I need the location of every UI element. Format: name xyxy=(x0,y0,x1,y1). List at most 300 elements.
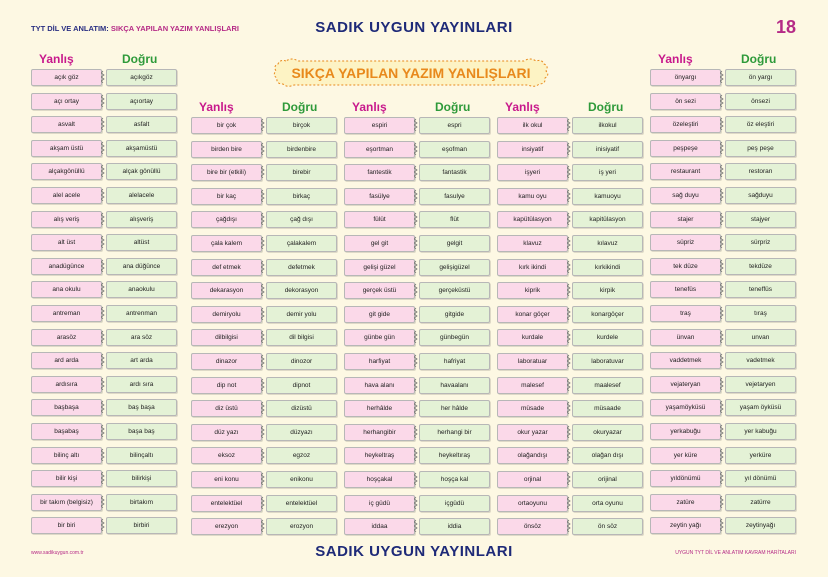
correct-spelling: espri xyxy=(419,117,490,134)
correct-spelling: hafriyat xyxy=(419,353,490,370)
correct-spelling: zatürre xyxy=(725,494,796,511)
zigzag-divider-icon xyxy=(101,189,105,201)
zigzag-divider-icon xyxy=(414,190,418,202)
wrong-spelling: kurdale xyxy=(497,329,568,346)
zigzag-divider-icon xyxy=(567,497,571,509)
zigzag-divider-icon xyxy=(414,166,418,178)
word-pair xyxy=(31,234,177,251)
wrong-spelling: çağdışı xyxy=(191,211,262,228)
correct-spelling: unvan xyxy=(725,329,796,346)
correct-spelling: alelacele xyxy=(106,187,177,204)
wrong-spelling: fantestik xyxy=(344,164,415,181)
correct-spelling: ara söz xyxy=(106,329,177,346)
wrong-spelling: alt üst xyxy=(31,234,102,251)
word-pair xyxy=(31,470,177,487)
correct-spelling: yer kabuğu xyxy=(725,423,796,440)
wrong-spelling: klavuz xyxy=(497,235,568,252)
zigzag-divider-icon xyxy=(101,425,105,437)
correct-spelling: inisiyatif xyxy=(572,141,643,158)
correct-spelling: erozyon xyxy=(266,518,337,535)
wrong-spelling: fülüt xyxy=(344,211,415,228)
wrong-spelling: diz üstü xyxy=(191,400,262,417)
zigzag-divider-icon xyxy=(261,449,265,461)
wrong-spelling: heykeltraş xyxy=(344,447,415,464)
zigzag-divider-icon xyxy=(720,165,724,177)
word-pair xyxy=(497,471,643,488)
wrong-spelling: çala kalem xyxy=(191,235,262,252)
wrong-spelling: gerçek üstü xyxy=(344,282,415,299)
word-pair xyxy=(650,470,796,487)
word-pair xyxy=(31,447,177,464)
zigzag-divider-icon xyxy=(720,283,724,295)
zigzag-divider-icon xyxy=(414,449,418,461)
zigzag-divider-icon xyxy=(720,71,724,83)
wrong-spelling: antreman xyxy=(31,305,102,322)
header-right: Doğru xyxy=(588,100,624,114)
wrong-spelling: iç güdü xyxy=(344,495,415,512)
correct-spelling: antrenman xyxy=(106,305,177,322)
wrong-spelling: ortaoyunu xyxy=(497,495,568,512)
zigzag-divider-icon xyxy=(720,331,724,343)
word-pair xyxy=(497,518,643,535)
zigzag-divider-icon xyxy=(101,519,105,531)
word-pair xyxy=(31,140,177,157)
zigzag-divider-icon xyxy=(414,143,418,155)
zigzag-divider-icon xyxy=(101,213,105,225)
word-pair xyxy=(344,211,490,228)
wrong-spelling: zatüre xyxy=(650,494,721,511)
zigzag-divider-icon xyxy=(720,378,724,390)
word-pair xyxy=(650,211,796,228)
wrong-spelling: kapütülasyon xyxy=(497,211,568,228)
zigzag-divider-icon xyxy=(261,119,265,131)
correct-spelling: fantastik xyxy=(419,164,490,181)
zigzag-divider-icon xyxy=(567,520,571,532)
zigzag-divider-icon xyxy=(720,472,724,484)
word-pair xyxy=(650,329,796,346)
zigzag-divider-icon xyxy=(720,496,724,508)
zigzag-divider-icon xyxy=(567,119,571,131)
wrong-spelling: gelişi güzel xyxy=(344,259,415,276)
zigzag-divider-icon xyxy=(261,402,265,414)
correct-spelling: düzyazı xyxy=(266,424,337,441)
header-wrong: Yanlış xyxy=(352,100,387,114)
word-pair xyxy=(344,329,490,346)
subject-prefix: TYT DİL VE ANLATIM: xyxy=(31,24,109,33)
zigzag-divider-icon xyxy=(414,331,418,343)
correct-spelling: restoran xyxy=(725,163,796,180)
correct-spelling: iddia xyxy=(419,518,490,535)
wrong-spelling: bir kaç xyxy=(191,188,262,205)
correct-spelling: gitgide xyxy=(419,306,490,323)
wrong-spelling: bir takım (belgisiz) xyxy=(31,494,102,511)
zigzag-divider-icon xyxy=(414,119,418,131)
correct-spelling: iş yeri xyxy=(572,164,643,181)
zigzag-divider-icon xyxy=(567,284,571,296)
header-wrong: Yanlış xyxy=(505,100,540,114)
zigzag-divider-icon xyxy=(261,190,265,202)
word-pair xyxy=(650,187,796,204)
word-pair xyxy=(191,400,337,417)
word-pair xyxy=(191,447,337,464)
subject-topic: SIKÇA YAPILAN YAZIM YANLIŞLARI xyxy=(110,24,239,33)
word-pair xyxy=(650,517,796,534)
wrong-spelling: özeleştiri xyxy=(650,116,721,133)
zigzag-divider-icon xyxy=(261,143,265,155)
wrong-spelling: önsöz xyxy=(497,518,568,535)
word-pair xyxy=(650,494,796,511)
header-right: Doğru xyxy=(741,52,777,66)
word-pair xyxy=(497,164,643,181)
correct-spelling: herhangi bir xyxy=(419,424,490,441)
word-pair xyxy=(191,377,337,394)
correct-spelling: açıortay xyxy=(106,93,177,110)
wrong-spelling: def etmek xyxy=(191,259,262,276)
correct-spelling: egzoz xyxy=(266,447,337,464)
correct-spelling: demir yolu xyxy=(266,306,337,323)
wrong-spelling: insiyatif xyxy=(497,141,568,158)
zigzag-divider-icon xyxy=(261,166,265,178)
wrong-spelling: birden bire xyxy=(191,141,262,158)
word-pair xyxy=(650,258,796,275)
word-pair xyxy=(497,447,643,464)
wrong-spelling: yıldönümü xyxy=(650,470,721,487)
correct-spelling: zeytinyağı xyxy=(725,517,796,534)
zigzag-divider-icon xyxy=(414,284,418,296)
page-number: 18 xyxy=(775,17,796,37)
word-pair xyxy=(31,116,177,133)
wrong-spelling: laboratuar xyxy=(497,353,568,370)
correct-spelling: havaalanı xyxy=(419,377,490,394)
correct-spelling: dil bilgisi xyxy=(266,329,337,346)
wrong-spelling: başbaşa xyxy=(31,399,102,416)
word-pair xyxy=(650,352,796,369)
word-pair xyxy=(31,258,177,275)
wrong-spelling: dekarasyon xyxy=(191,282,262,299)
word-pair xyxy=(191,117,337,134)
correct-spelling: sürpriz xyxy=(725,234,796,251)
zigzag-divider-icon xyxy=(720,142,724,154)
zigzag-divider-icon xyxy=(101,449,105,461)
wrong-spelling: sağ duyu xyxy=(650,187,721,204)
correct-spelling: kırkikindi xyxy=(572,259,643,276)
correct-spelling: kılavuz xyxy=(572,235,643,252)
correct-spelling: kapitülasyon xyxy=(572,211,643,228)
correct-spelling: müsaade xyxy=(572,400,643,417)
correct-spelling: ilkokul xyxy=(572,117,643,134)
zigzag-divider-icon xyxy=(720,449,724,461)
correct-spelling: açıkgöz xyxy=(106,69,177,86)
word-pair xyxy=(344,424,490,441)
zigzag-divider-icon xyxy=(720,189,724,201)
zigzag-divider-icon xyxy=(101,165,105,177)
correct-spelling: yerküre xyxy=(725,447,796,464)
word-pair xyxy=(497,211,643,228)
header-wrong: Yanlış xyxy=(658,52,693,66)
header-right: Doğru xyxy=(282,100,318,114)
wrong-spelling: demiryolu xyxy=(191,306,262,323)
wrong-spelling: müsade xyxy=(497,400,568,417)
wrong-spelling: yaşamöyküsü xyxy=(650,399,721,416)
correct-spelling: öz eleştiri xyxy=(725,116,796,133)
correct-spelling: ardı sıra xyxy=(106,376,177,393)
wrong-spelling: traş xyxy=(650,305,721,322)
correct-spelling: bilinçaltı xyxy=(106,447,177,464)
zigzag-divider-icon xyxy=(261,308,265,320)
wrong-spelling: eni konu xyxy=(191,471,262,488)
word-pair xyxy=(191,495,337,512)
wrong-spelling: alış veriş xyxy=(31,211,102,228)
word-pair xyxy=(31,352,177,369)
word-pair xyxy=(191,282,337,299)
correct-spelling: eşofman xyxy=(419,141,490,158)
zigzag-divider-icon xyxy=(720,354,724,366)
zigzag-divider-icon xyxy=(101,496,105,508)
zigzag-divider-icon xyxy=(414,355,418,367)
word-pair xyxy=(191,141,337,158)
word-pair xyxy=(344,164,490,181)
header-wrong: Yanlış xyxy=(39,52,74,66)
wrong-spelling: dilbilgisi xyxy=(191,329,262,346)
correct-spelling: birkaç xyxy=(266,188,337,205)
word-pair xyxy=(344,353,490,370)
zigzag-divider-icon xyxy=(414,402,418,414)
wrong-spelling: asvalt xyxy=(31,116,102,133)
wrong-spelling: malesef xyxy=(497,377,568,394)
zigzag-divider-icon xyxy=(567,143,571,155)
correct-spelling: flüt xyxy=(419,211,490,228)
correct-spelling: orijinal xyxy=(572,471,643,488)
wrong-spelling: alçakgönüllü xyxy=(31,163,102,180)
word-pair xyxy=(191,518,337,535)
word-pair xyxy=(650,305,796,322)
zigzag-divider-icon xyxy=(261,520,265,532)
footer-series: UYGUN TYT DİL VE ANLATIM KAVRAM HARİTALARI xyxy=(675,550,796,556)
word-pair xyxy=(191,306,337,323)
correct-spelling: yıl dönümü xyxy=(725,470,796,487)
wrong-spelling: bir çok xyxy=(191,117,262,134)
correct-spelling: başa baş xyxy=(106,423,177,440)
wrong-spelling: zeytin yağı xyxy=(650,517,721,534)
wrong-spelling: yer küre xyxy=(650,447,721,464)
zigzag-divider-icon xyxy=(720,425,724,437)
word-pair xyxy=(650,399,796,416)
wrong-spelling: gel git xyxy=(344,235,415,252)
word-pair xyxy=(344,282,490,299)
correct-spelling: maalesef xyxy=(572,377,643,394)
wrong-spelling: bilir kişi xyxy=(31,470,102,487)
correct-spelling: birdenbire xyxy=(266,141,337,158)
zigzag-divider-icon xyxy=(101,472,105,484)
word-pair xyxy=(191,471,337,488)
correct-spelling: kurdele xyxy=(572,329,643,346)
correct-spelling: vejetaryen xyxy=(725,376,796,393)
correct-spelling: peş peşe xyxy=(725,140,796,157)
correct-spelling: enikonu xyxy=(266,471,337,488)
word-pair xyxy=(31,211,177,228)
correct-spelling: defetmek xyxy=(266,259,337,276)
word-pair xyxy=(344,259,490,276)
zigzag-divider-icon xyxy=(101,307,105,319)
word-pair xyxy=(497,141,643,158)
brand-bottom: SADIK UYGUN YAYINLARI xyxy=(315,543,513,560)
correct-spelling: sağduyu xyxy=(725,187,796,204)
word-pair xyxy=(650,281,796,298)
correct-spelling: asfalt xyxy=(106,116,177,133)
correct-spelling: çağ dışı xyxy=(266,211,337,228)
word-pair xyxy=(497,235,643,252)
zigzag-divider-icon xyxy=(101,71,105,83)
word-pair xyxy=(650,93,796,110)
zigzag-divider-icon xyxy=(261,473,265,485)
zigzag-divider-icon xyxy=(261,426,265,438)
word-pair xyxy=(497,188,643,205)
correct-spelling: entelektüel xyxy=(266,495,337,512)
wrong-spelling: tek düze xyxy=(650,258,721,275)
zigzag-divider-icon xyxy=(101,283,105,295)
zigzag-divider-icon xyxy=(567,190,571,202)
correct-spelling: tekdüze xyxy=(725,258,796,275)
word-pair xyxy=(31,494,177,511)
wrong-spelling: olağandışı xyxy=(497,447,568,464)
zigzag-divider-icon xyxy=(261,237,265,249)
correct-spelling: altüst xyxy=(106,234,177,251)
correct-spelling: alçak gönüllü xyxy=(106,163,177,180)
word-pair xyxy=(31,163,177,180)
wrong-spelling: alel acele xyxy=(31,187,102,204)
correct-spelling: baş başa xyxy=(106,399,177,416)
word-pair xyxy=(191,211,337,228)
wrong-spelling: süpriz xyxy=(650,234,721,251)
zigzag-divider-icon xyxy=(720,260,724,272)
wrong-spelling: kırk ikindi xyxy=(497,259,568,276)
wrong-spelling: orjinal xyxy=(497,471,568,488)
header-wrong: Yanlış xyxy=(199,100,234,114)
word-pair xyxy=(191,329,337,346)
header-right: Doğru xyxy=(122,52,158,66)
word-pair xyxy=(497,400,643,417)
word-pair xyxy=(344,306,490,323)
correct-spelling: stajyer xyxy=(725,211,796,228)
correct-spelling: dipnot xyxy=(266,377,337,394)
correct-spelling: gelgit xyxy=(419,235,490,252)
word-pair xyxy=(191,164,337,181)
wrong-spelling: stajer xyxy=(650,211,721,228)
wrong-spelling: bilinç altı xyxy=(31,447,102,464)
correct-spelling: akşamüstü xyxy=(106,140,177,157)
wrong-spelling: anadügünce xyxy=(31,258,102,275)
footer-website: www.sadikuygun.com.tr xyxy=(31,550,84,556)
correct-spelling: yaşam öyküsü xyxy=(725,399,796,416)
zigzag-divider-icon xyxy=(720,401,724,413)
word-pair xyxy=(344,495,490,512)
wrong-spelling: hava alanı xyxy=(344,377,415,394)
word-pair xyxy=(344,518,490,535)
zigzag-divider-icon xyxy=(101,401,105,413)
correct-spelling: okuryazar xyxy=(572,424,643,441)
zigzag-divider-icon xyxy=(720,519,724,531)
wrong-spelling: ilk okul xyxy=(497,117,568,134)
wrong-spelling: harfiyat xyxy=(344,353,415,370)
wrong-spelling: ünvan xyxy=(650,329,721,346)
word-pair xyxy=(344,447,490,464)
word-pair xyxy=(344,141,490,158)
wrong-spelling: iddaa xyxy=(344,518,415,535)
wrong-spelling: kiprik xyxy=(497,282,568,299)
word-pair xyxy=(650,116,796,133)
zigzag-divider-icon xyxy=(720,95,724,107)
zigzag-divider-icon xyxy=(261,331,265,343)
wrong-spelling: entelektüel xyxy=(191,495,262,512)
zigzag-divider-icon xyxy=(567,237,571,249)
correct-spelling: birbiri xyxy=(106,517,177,534)
correct-spelling: kirpik xyxy=(572,282,643,299)
word-pair xyxy=(191,235,337,252)
zigzag-divider-icon xyxy=(414,261,418,273)
correct-spelling: bilirkişi xyxy=(106,470,177,487)
word-pair xyxy=(191,424,337,441)
word-pair xyxy=(191,353,337,370)
correct-spelling: alışveriş xyxy=(106,211,177,228)
correct-spelling: art arda xyxy=(106,352,177,369)
word-pair xyxy=(650,69,796,86)
zigzag-divider-icon xyxy=(261,261,265,273)
wrong-spelling: ön sezi xyxy=(650,93,721,110)
word-pair xyxy=(31,187,177,204)
zigzag-divider-icon xyxy=(567,331,571,343)
wrong-spelling: erezyon xyxy=(191,518,262,535)
wrong-spelling: tenefüs xyxy=(650,281,721,298)
zigzag-divider-icon xyxy=(101,142,105,154)
correct-spelling: kamuoyu xyxy=(572,188,643,205)
word-pair xyxy=(31,93,177,110)
wrong-spelling: işyeri xyxy=(497,164,568,181)
word-pair xyxy=(344,471,490,488)
word-pair xyxy=(497,377,643,394)
zigzag-divider-icon xyxy=(261,355,265,367)
zigzag-divider-icon xyxy=(567,473,571,485)
zigzag-divider-icon xyxy=(720,236,724,248)
wrong-spelling: hoşçakal xyxy=(344,471,415,488)
word-pair xyxy=(497,282,643,299)
zigzag-divider-icon xyxy=(101,118,105,130)
correct-spelling: birebir xyxy=(266,164,337,181)
word-pair xyxy=(191,188,337,205)
wrong-spelling: yerkabuğu xyxy=(650,423,721,440)
wrong-spelling: git gide xyxy=(344,306,415,323)
word-pair xyxy=(497,329,643,346)
wrong-spelling: akşam üstü xyxy=(31,140,102,157)
word-pair xyxy=(650,140,796,157)
word-pair xyxy=(31,305,177,322)
zigzag-divider-icon xyxy=(261,497,265,509)
correct-spelling: gerçeküstü xyxy=(419,282,490,299)
wrong-spelling: restaurant xyxy=(650,163,721,180)
word-pair xyxy=(344,188,490,205)
wrong-spelling: konar göçer xyxy=(497,306,568,323)
correct-spelling: içgüdü xyxy=(419,495,490,512)
zigzag-divider-icon xyxy=(261,379,265,391)
word-pair xyxy=(31,281,177,298)
correct-spelling: konargöçer xyxy=(572,306,643,323)
zigzag-divider-icon xyxy=(414,520,418,532)
word-pair xyxy=(650,447,796,464)
correct-spelling: hoşça kal xyxy=(419,471,490,488)
correct-spelling: olağan dışı xyxy=(572,447,643,464)
word-pair xyxy=(497,117,643,134)
correct-spelling: çalakalem xyxy=(266,235,337,252)
correct-spelling: dekorasyon xyxy=(266,282,337,299)
